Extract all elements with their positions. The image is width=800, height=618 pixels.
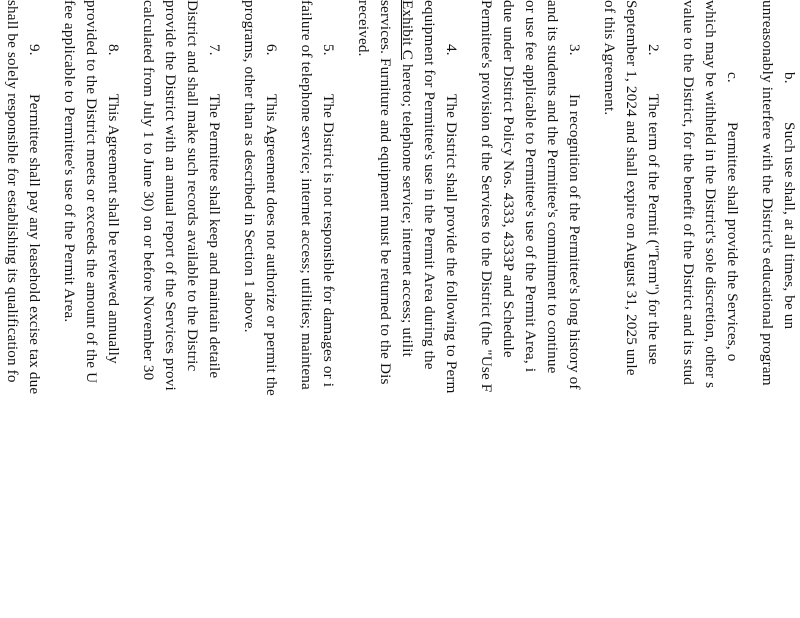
line-text: which may be withheld in the District's sole discretion, other s: [702, 0, 719, 389]
line-text: failure of telephone service; internet access; utilities; maintena: [298, 0, 315, 390]
line-text: District and shall make such records available to the Distric: [184, 0, 201, 372]
line-text: or use fee applicable to Permittee's use of the Permit Area, i: [522, 0, 539, 373]
paragraph-gap: [462, 0, 475, 618]
paragraph-c-line: [699, 0, 721, 618]
section-number: 2.: [645, 44, 662, 56]
line-text: The District shall provide the following to Perm: [443, 94, 460, 394]
line-text: Such use shall, at all times, be un: [781, 122, 798, 330]
line-text: fee applicable to Permittee's use of the Permit Area.: [61, 0, 78, 323]
section-number: 7.: [206, 44, 223, 56]
paragraph-7-line: [181, 0, 203, 618]
line-text: provided to the District meets or exceeds the amount of the U: [83, 0, 100, 384]
paragraph-gap: [664, 0, 677, 618]
paragraph-gap: [225, 0, 238, 618]
section-number: 5.: [320, 44, 337, 56]
section-number: c.: [724, 72, 741, 83]
line-text: The District is not responsible for damages or i: [320, 94, 337, 388]
paragraph-2-line: [598, 0, 620, 618]
paragraph-7-line: [203, 0, 225, 618]
paragraph-2-line: [620, 0, 642, 618]
line-text: In recognition of the Permittee's long history of: [566, 94, 583, 390]
paragraph-4-line: [352, 0, 374, 618]
paragraph-c-line: [677, 0, 699, 618]
paragraph-8-line: [58, 0, 80, 618]
line-text: unreasonably interfere with the District's educational program: [759, 0, 776, 386]
line-text: provide the District with an annual report of the Services provi: [162, 0, 179, 391]
paragraph-4-line: [418, 0, 440, 618]
line-text: The term of the Permit ("Term") for the use: [645, 94, 662, 365]
line-text: hereto; telephone service; internet access; utilit: [399, 60, 416, 357]
section-number: 3.: [566, 44, 583, 56]
line-text: and its students and the Permittee's commitment to continue: [544, 0, 561, 374]
paragraph-9-line: [1, 0, 23, 618]
line-text: value to the District, for the benefit of the District and its stud: [680, 0, 697, 386]
line-text: services. Furniture and equipment must be returned to the Dis: [377, 0, 394, 385]
line-text: of this Agreement.: [601, 0, 618, 116]
line-text: September 1, 2024 and shall expire on August 31, 2025 unle: [623, 0, 640, 376]
paragraph-3-line: [541, 0, 563, 618]
section-number: 4.: [443, 44, 460, 56]
paragraph-9-line: [23, 0, 45, 618]
paragraph-6-line: [238, 0, 260, 618]
paragraph-2-line: [642, 0, 664, 618]
paragraph-4-line: [396, 0, 418, 618]
paragraph-3-line: [475, 0, 497, 618]
paragraph-5-line: [295, 0, 317, 618]
section-number: 6.: [263, 44, 280, 56]
paragraph-8-line: [80, 0, 102, 618]
line-text: calculated from July 1 to June 30) on or before November 30: [140, 0, 157, 381]
paragraph-7-line: [159, 0, 181, 618]
paragraph-gap: [124, 0, 137, 618]
paragraph-gap: [585, 0, 598, 618]
paragraph-gap: [282, 0, 295, 618]
paragraph-gap: [45, 0, 58, 618]
paragraph-4-line: [440, 0, 462, 618]
paragraph-7-line: [137, 0, 159, 618]
paragraph-6-line: [260, 0, 282, 618]
line-text: due under District Policy Nos. 4333, 4333P and Schedule: [500, 0, 517, 358]
paragraph-3-line: [497, 0, 519, 618]
paragraph-5-line: [317, 0, 339, 618]
line-text: equipment for Permittee's use in the Permit Area during the: [421, 0, 438, 370]
paragraph-3-line: [519, 0, 541, 618]
paragraph-gap: [743, 0, 756, 618]
paragraph-4-line: [374, 0, 396, 618]
paragraph-gap: [339, 0, 352, 618]
line-text: The Permittee shall keep and maintain detaile: [206, 94, 223, 379]
line-text: Permittee shall provide the Services, o: [724, 122, 741, 362]
line-text: received.: [355, 0, 372, 57]
line-text: This Agreement does not authorize or permit the: [263, 94, 280, 396]
line-text: Permittee shall pay any leasehold excise tax due: [26, 94, 43, 395]
section-number: 9.: [26, 44, 43, 56]
paragraph-b-line: [756, 0, 778, 618]
line-text: shall be solely responsible for establishing its qualification fo: [4, 0, 21, 383]
section-number: b.: [781, 72, 798, 84]
paragraph-8-line: [102, 0, 124, 618]
paragraph-3-line: [563, 0, 585, 618]
paragraph-b-line: [778, 0, 800, 618]
line-text: Permittee's provision of the Services to the District (the "Use F: [478, 0, 495, 393]
line-text: programs, other than as described in Section 1 above.: [241, 0, 258, 333]
section-number: 8.: [105, 44, 122, 56]
line-text: This Agreement shall be reviewed annually: [105, 94, 122, 364]
paragraph-c-line: [721, 0, 743, 618]
exhibit-reference: Exhibit C: [399, 0, 416, 60]
